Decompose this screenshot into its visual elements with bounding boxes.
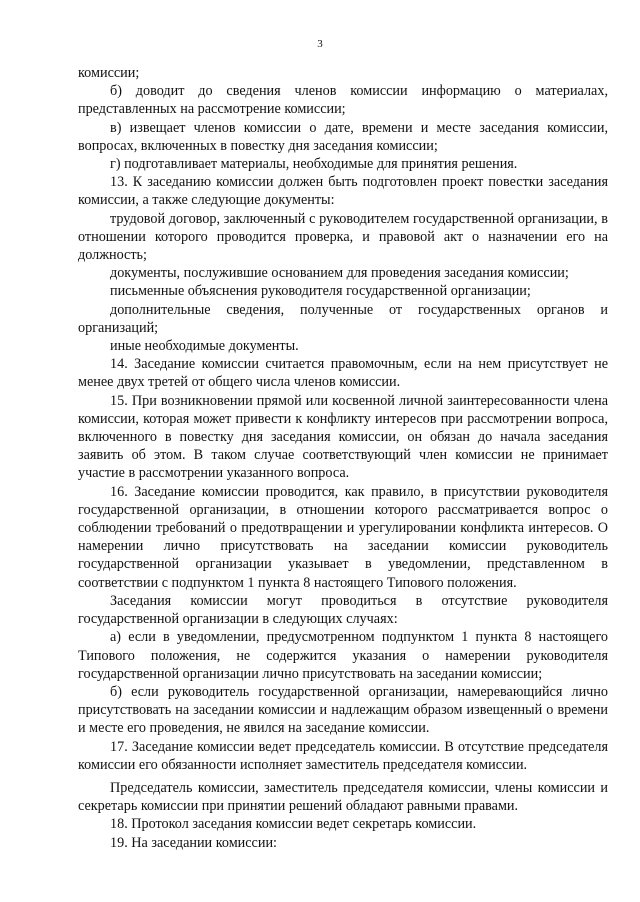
paragraph: а) если в уведомлении, предусмотренном подпунктом 1 пункта 8 настоящего Типового положения, не содержится указания о намерении руководителя государственной организации лично присутствовать на заседании комиссии; [78,629,608,682]
paragraph: письменные объяснения руководителя государственной организации; [110,283,531,300]
paragraph: дополнительные сведения, полученные от государственных органов и организаций; [78,301,608,336]
paragraph: иные необходимые документы. [110,338,299,355]
paragraph: б) доводит до сведения членов комиссии информацию о материалах, представленных на рассмотрение комиссии; [78,83,608,118]
paragraph: б) если руководитель государственной организации, намеревающийся лично присутствовать на заседании комиссии и надлежащим образом извещенный о времени и месте его проведения, не явился на заседание комиссии. [78,683,608,737]
paragraph: комиссии; [78,65,140,81]
document-body [78,64,608,852]
paragraph: 19. На заседании комиссии: [110,834,277,851]
paragraph: Председатель комиссии, заместитель председателя комиссии, члены комиссии и секретарь комиссии при принятии решений обладают равными правами. [78,779,608,815]
paragraph: 18. Протокол заседания комиссии ведет секретарь комиссии. [110,816,477,833]
paragraph: трудовой договор, заключенный с руководителем государственной организации, в отношении которого проводится проверка, и правовой акт о назначении его на должность; [78,210,608,264]
paragraph: 16. Заседание комиссии проводится, как правило, в присутствии руководителя государственной организации, в отношении которого рассматривается вопрос о соблюдении требований о предотвращении и урегулировании конфликта интересов. О намерении лично присутствовать на заседании комиссии руководитель государственной организации указывает в уведомлении, представленном в соответствии с подпунктом 1 пункта 8 настоящего Типового положения. [78,483,608,591]
paragraph: 15. При возникновении прямой или косвенной личной заинтересованности члена комиссии, которая может привести к конфликту интересов при рассмотрении вопроса, включенного в повестку дня заседания комиссии, он обязан до начала заседания заявить об этом. В таком случае соответствующий член комиссии не принимает участие в рассмотрении указанного вопроса. [78,392,608,482]
paragraph: 14. Заседание комиссии считается правомочным, если на нем присутствует не менее двух третей от общего числа членов комиссии. [78,356,608,391]
paragraph: документы, послужившие основанием для проведения заседания комиссии; [110,265,569,282]
page-number: 3 [317,38,323,50]
paragraph: Заседания комиссии могут проводиться в отсутствие руководителя государственной организации в следующих случаях: [78,592,608,628]
paragraph: г) подготавливает материалы, необходимые для принятия решения. [110,156,518,173]
paragraph: 13. К заседанию комиссии должен быть подготовлен проект повестки заседания комиссии, а также следующие документы: [78,174,608,209]
paragraph: 17. Заседание комиссии ведет председатель комиссии. В отсутствие председателя комиссии его обязанности исполняет заместитель председателя комиссии. [78,738,608,773]
paragraph: в) извещает членов комиссии о дате, времени и месте заседания комиссии, вопросах, включенных в повестку дня заседания комиссии; [78,119,608,154]
